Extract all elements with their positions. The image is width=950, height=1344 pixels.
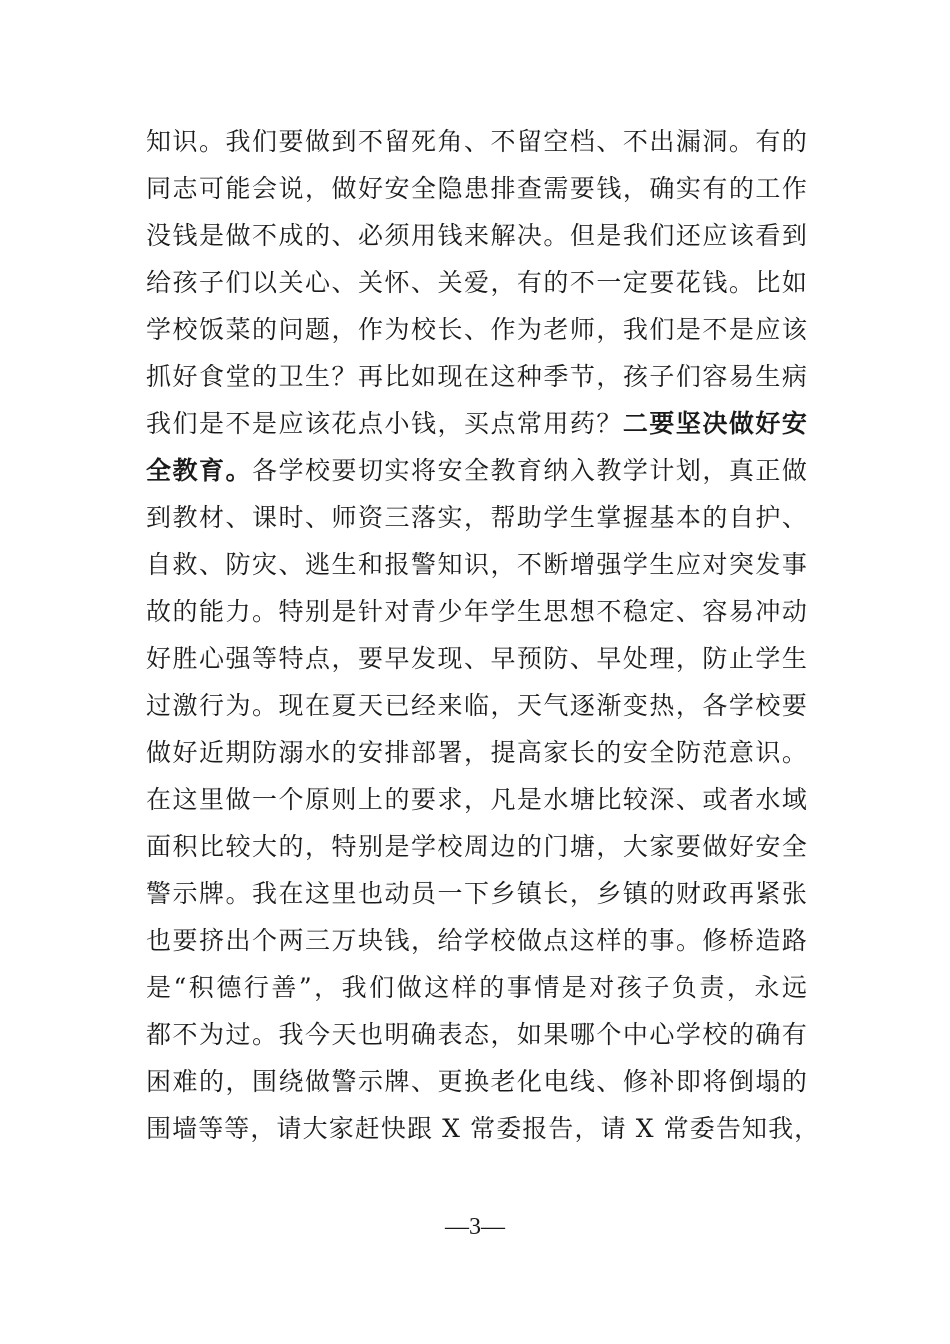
text-line-7 xyxy=(146,400,808,447)
text-line-19: 是“积德行善”，我们做这样的事情是对孩子负责，永远 xyxy=(146,973,808,1002)
text-line-20: 都不为过。我今天也明确表态，如果哪个中心学校的确有 xyxy=(146,1020,808,1049)
bold-heading-part-1: 二要坚决做好安 xyxy=(622,409,808,438)
text-line-11: 故的能力。特别是针对青少年学生思想不稳定、容易冲动 xyxy=(146,597,808,626)
body-text xyxy=(146,118,821,1152)
text-line-10: 自救、防灾、逃生和报警知识，不断增强学生应对突发事 xyxy=(146,550,808,579)
text-line-18: 也要挤出个两三万块钱，给学校做点这样的事。修桥造路 xyxy=(146,926,808,955)
text-line-9: 到教材、课时、师资三落实，帮助学生掌握基本的自护、 xyxy=(146,503,808,532)
text-line-5: 学校饭菜的问题，作为校长、作为老师，我们是不是应该 xyxy=(146,315,808,344)
text-line-6: 抓好食堂的卫生？再比如现在这种季节，孩子们容易生病 xyxy=(146,362,808,391)
text-line-13: 过激行为。现在夏天已经来临，天气逐渐变热，各学校要 xyxy=(146,691,808,720)
page-number: —3— xyxy=(445,1214,505,1240)
text-line-2: 同志可能会说，做好安全隐患排查需要钱，确实有的工作 xyxy=(146,174,808,203)
text-line-8 xyxy=(146,447,808,494)
text-line-21: 困难的，围绕做警示牌、更换老化电线、修补即将倒塌的 xyxy=(146,1067,808,1096)
text-line-8-plain: 各学校要切实将安全教育纳入教学计划，真正做 xyxy=(251,456,808,485)
text-line-12: 好胜心强等特点，要早发现、早预防、早处理，防止学生 xyxy=(146,644,808,673)
text-line-7-plain: 我们是不是应该花点小钱，买点常用药？ xyxy=(146,409,623,438)
bold-heading-part-2: 全教育。 xyxy=(146,456,252,485)
text-line-14: 做好近期防溺水的安排部署，提高家长的安全防范意识。 xyxy=(146,738,808,767)
text-line-15: 在这里做一个原则上的要求，凡是水塘比较深、或者水域 xyxy=(146,785,808,814)
text-line-16: 面积比较大的，特别是学校周边的门塘，大家要做好安全 xyxy=(146,832,808,861)
text-line-1: 知识。我们要做到不留死角、不留空档、不出漏洞。有的 xyxy=(146,127,808,156)
text-line-17: 警示牌。我在这里也动员一下乡镇长，乡镇的财政再紧张 xyxy=(146,879,808,908)
text-line-3: 没钱是做不成的、必须用钱来解决。但是我们还应该看到 xyxy=(146,221,808,250)
text-line-4: 给孩子们以关心、关怀、关爱，有的不一定要花钱。比如 xyxy=(146,268,808,297)
text-line-22: 围墙等等，请大家赶快跟 X 常委报告，请 X 常委告知我， xyxy=(146,1114,821,1143)
